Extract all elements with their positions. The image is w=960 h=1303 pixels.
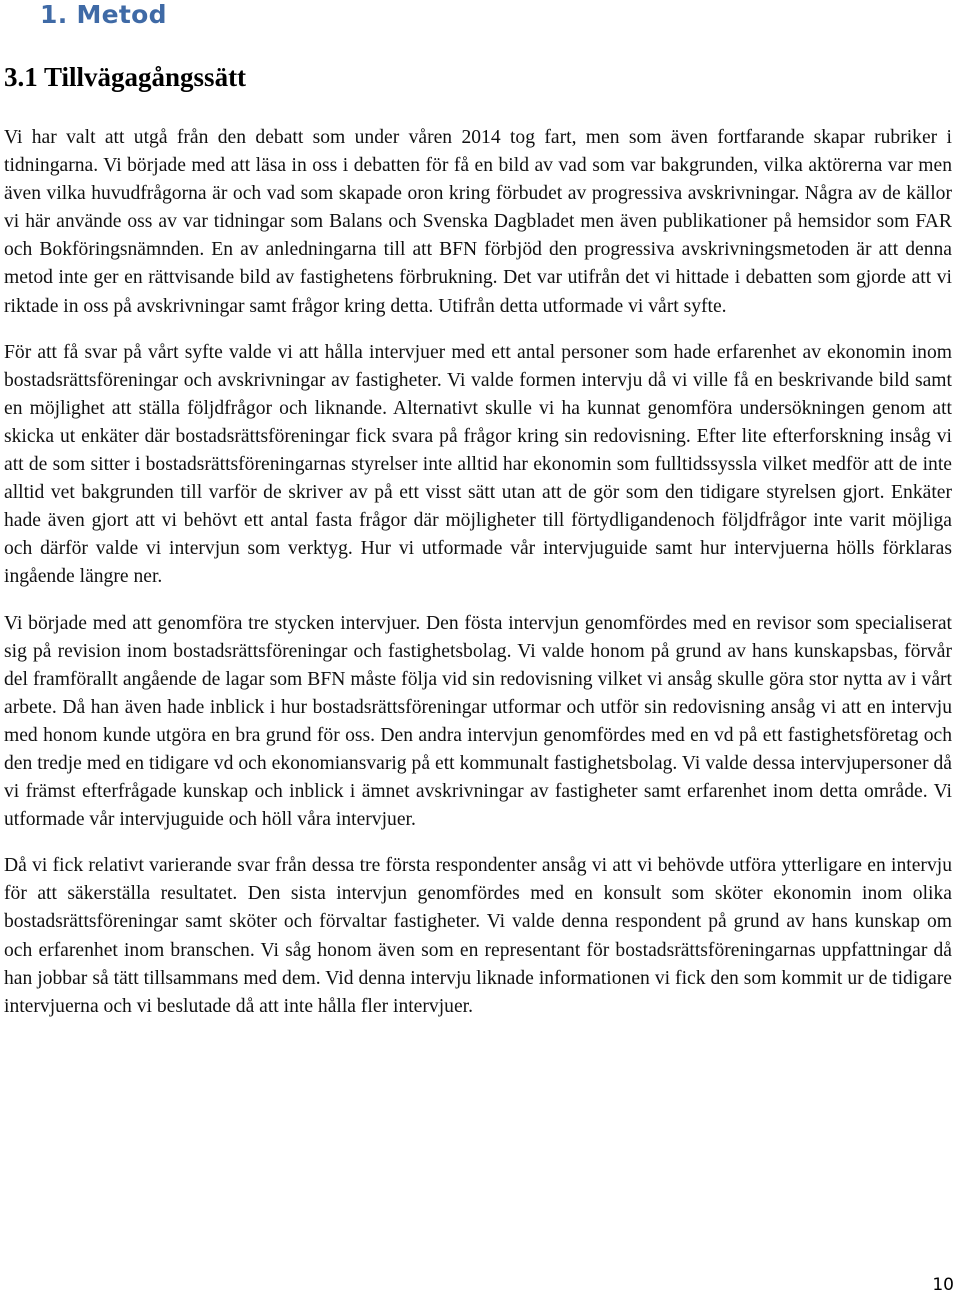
page-number: 10 <box>932 1275 954 1295</box>
section-heading: 3.1 Tillvägagångssätt <box>4 62 247 92</box>
paragraph-2: För att få svar på vårt syfte valde vi att hålla intervjuer med ett antal personer som hade erfarenhet av ekonomin inom bostadsrättsföreningar och avskrivningar av fastigheter. Vi valde formen intervju då vi ville få en beskrivande bild samt en möjlighet att ställa följdfrågor och liknande. Alternativt skulle vi ha kunnat genomföra undersökningen genom att skicka ut enkäter där bostadsrättsföreningar fick svara på frågor kring sin redovisning. Efter lite efterforskning insåg vi att de som sitter i bostadsrättsföreningarnas styrelser inte alltid har ekonomin som fulltidssyssla vilket medför att de inte alltid vet bakgrunden till varför de skriver av på ett visst sätt utan att de gör som den tidigare styrelsen gjort. Enkäter hade även gjort att vi behövt ett antal fasta frågor där möjligheter till förtydligandenoch följdfrågor inte varit möjliga och därför valde vi intervjun som verktyg. Hur vi utformade vår intervjuguide samt hur intervjuerna hölls förklaras ingående längre ner. <box>4 341 952 588</box>
paragraph-4: Då vi fick relativt varierande svar från dessa tre första respondenter ansåg vi att vi behövde utföra ytterligare en intervju för att säkerställa resultatet. Den sista intervjun genomfördes med en konsult som sköter ekonomin inom olika bostadsrättsföreningar samt sköter och förvaltar fastigheter. Vi valde denna respondent på grund av hans kunskap om och erfarenhet inom branschen. Vi såg honom även som en representant för bostadsrättsföreningarnas uppfattningar då han jobbar så tätt tillsammans med dem. Vid denna intervju liknade informationen vi fick den som kommit ur de tidigare intervjuerna och vi beslutade då att inte hålla fler intervjuer. <box>4 855 952 1017</box>
body-text <box>4 124 952 1039</box>
paragraph-3: Vi började med att genomföra tre stycken intervjuer. Den fösta intervjun genomfördes med en revisor som specialiserat sig på revision inom bostadsrättsföreningar och fastighetsbolag. Vi valde honom på grund av hans kunskapsbas, förvår del framförallt angående de lagar som BFN måste följa vid sin redovisning vilket vi ansåg skulle göra stor nytta av i vårt arbete. Då han även hade inblick i hur bostadsrättsföreningar utformar och utför sin redovisning ansåg vi att en intervju med honom kunde utgöra en bra grund för oss. Den andra intervjun genomfördes med en vd på ett fastighetsföretag och den tredje med en tidigare vd och ekonomiansvarig på ett kommunalt fastighetsbolag. Vi valde dessa intervjupersoner då vi främst efterfrågade kunskap och inblick i ämnet avskrivningar av fastigheter samt erfarenhet inom detta område. Vi utformade vår intervjuguide och höll våra intervjuer. <box>4 612 952 831</box>
paragraph-1: Vi har valt att utgå från den debatt som under våren 2014 tog fart, men som även fortfarande skapar rubriker i tidningarna. Vi började med att läsa in oss i debatten för få en bild av vad som var bakgrunden, vilka aktörerna var men även vilka huvudfrågorna är och vad som skapade oron kring förbudet av progressiva avskrivningar. Några av de källor vi här använde oss av var tidningar som Balans och Svenska Dagbladet men även publikationer på hemsidor som FAR och Bokföringsnämnden. En av anledningarna till att BFN förbjöd den progressiva avskrivningsmetoden är att denna metod inte ger en rättvisande bild av fastighetens förbrukning. Det var utifrån det vi hittade i debatten som gjorde att vi riktade in oss på avskrivningar samt frågor kring detta. Utifrån detta utformade vi vårt syfte. <box>4 127 952 317</box>
chapter-heading: 1. Metod <box>40 0 167 29</box>
